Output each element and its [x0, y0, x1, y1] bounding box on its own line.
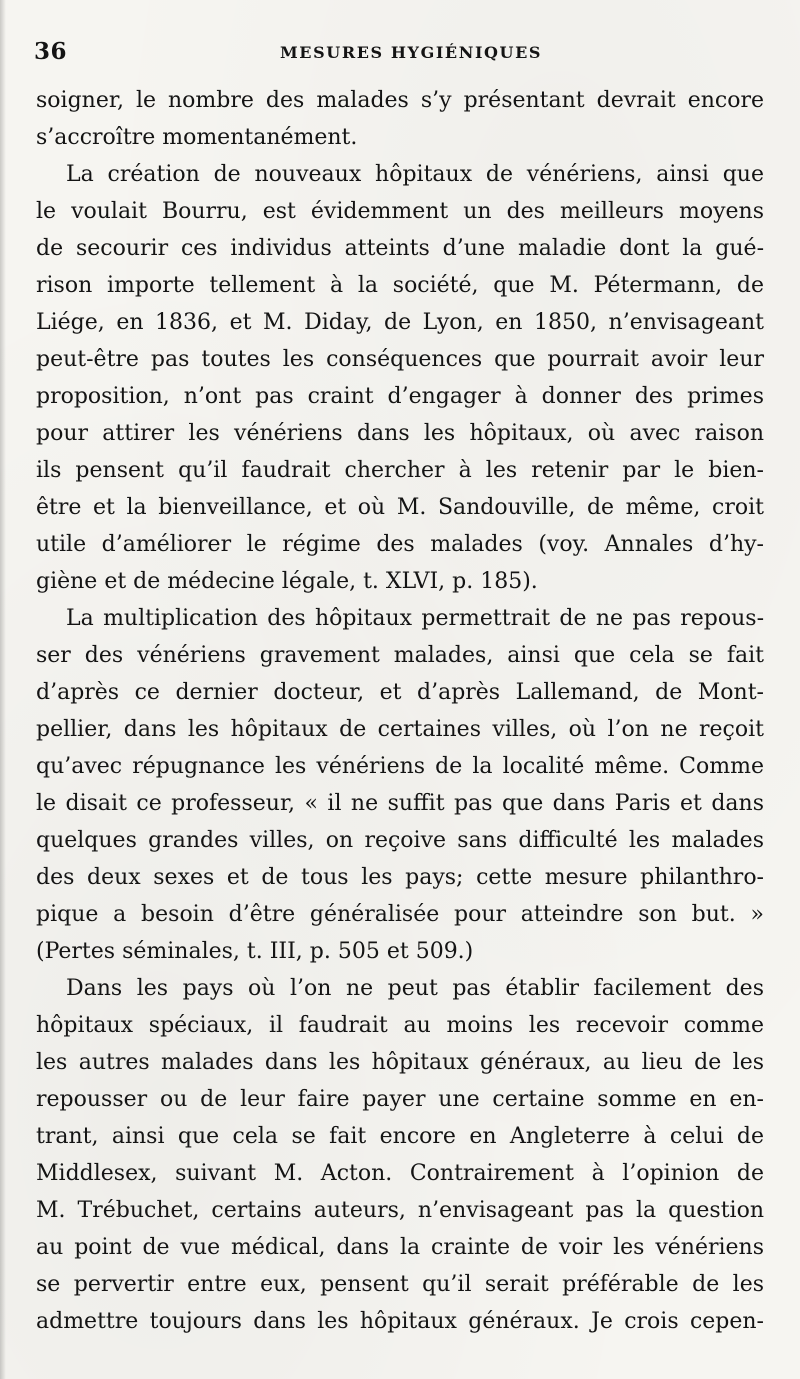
text-line: ser des vénériens gravement malades, ainsi que cela se fait	[36, 643, 764, 668]
text-line: ils pensent qu’il faudrait chercher à les retenir par le bien-	[36, 458, 764, 483]
text-line: La multiplication des hôpitaux permettrait de ne pas repous-	[66, 606, 764, 631]
text-line: pellier, dans les hôpitaux de certaines villes, où l’on ne reçoit	[36, 717, 764, 742]
text-line: Dans les pays où l’on ne peut pas établir facilement des	[66, 976, 764, 1001]
text-line: rison importe tellement à la société, que M. Pétermann, de	[36, 273, 764, 298]
text-line: pique a besoin d’être généralisée pour atteindre son but. »	[36, 902, 764, 927]
text-line: au point de vue médical, dans la crainte de voir les vénériens	[36, 1235, 764, 1260]
text-line: de secourir ces individus atteints d’une maladie dont la gué-	[36, 236, 764, 261]
text-line: peut-être pas toutes les conséquences que pourrait avoir leur	[36, 347, 764, 372]
text-line: trant, ainsi que cela se fait encore en Angleterre à celui de	[36, 1124, 764, 1149]
text-line: être et la bienveillance, et où M. Sandouville, de même, croit	[36, 495, 764, 520]
text-line: soigner, le nombre des malades s’y présentant devrait encore	[36, 88, 764, 113]
text-line: quelques grandes villes, on reçoive sans difficulté les malades	[36, 828, 764, 853]
text-line: se pervertir entre eux, pensent qu’il serait préférable de les	[36, 1272, 764, 1297]
text-line: utile d’améliorer le régime des malades (voy. Annales d’hy-	[36, 532, 764, 557]
text-line: repousser ou de leur faire payer une certaine somme en en-	[36, 1087, 764, 1112]
text-line: Liége, en 1836, et M. Diday, de Lyon, en 1850, n’envisageant	[36, 310, 764, 335]
text-line: le disait ce professeur, « il ne suffit pas que dans Paris et dans	[36, 791, 764, 816]
text-line: M. Trébuchet, certains auteurs, n’envisageant pas la question	[36, 1198, 764, 1223]
text-line: pour attirer les vénériens dans les hôpitaux, où avec raison	[36, 421, 764, 446]
text-line: admettre toujours dans les hôpitaux généraux. Je crois cepen-	[36, 1309, 764, 1334]
text-line: La création de nouveaux hôpitaux de vénériens, ainsi que	[66, 162, 764, 187]
page-number: 36	[34, 38, 68, 65]
page-edge-shadow	[0, 0, 6, 1379]
text-line: s’accroître momentanément.	[36, 125, 358, 150]
text-line: qu’avec répugnance les vénériens de la localité même. Comme	[36, 754, 764, 779]
text-line: hôpitaux spéciaux, il faudrait au moins les recevoir comme	[36, 1013, 764, 1038]
text-line: des deux sexes et de tous les pays; cette mesure philanthro-	[36, 865, 764, 890]
text-line: les autres malades dans les hôpitaux généraux, au lieu de les	[36, 1050, 764, 1075]
page-header	[34, 38, 774, 68]
text-line: (Pertes séminales, t. III, p. 505 et 509.)	[36, 939, 474, 964]
text-line: Middlesex, suivant M. Acton. Contrairement à l’opinion de	[36, 1161, 764, 1186]
text-line: giène et de médecine légale, t. XLVI, p. 185).	[36, 569, 538, 594]
text-line: proposition, n’ont pas craint d’engager à donner des primes	[36, 384, 764, 409]
text-line: le voulait Bourru, est évidemment un des meilleurs moyens	[36, 199, 764, 224]
body-text	[36, 82, 764, 1340]
text-line: d’après ce dernier docteur, et d’après Lallemand, de Mont-	[36, 680, 764, 705]
running-head: MESURES HYGIÉNIQUES	[280, 43, 543, 62]
